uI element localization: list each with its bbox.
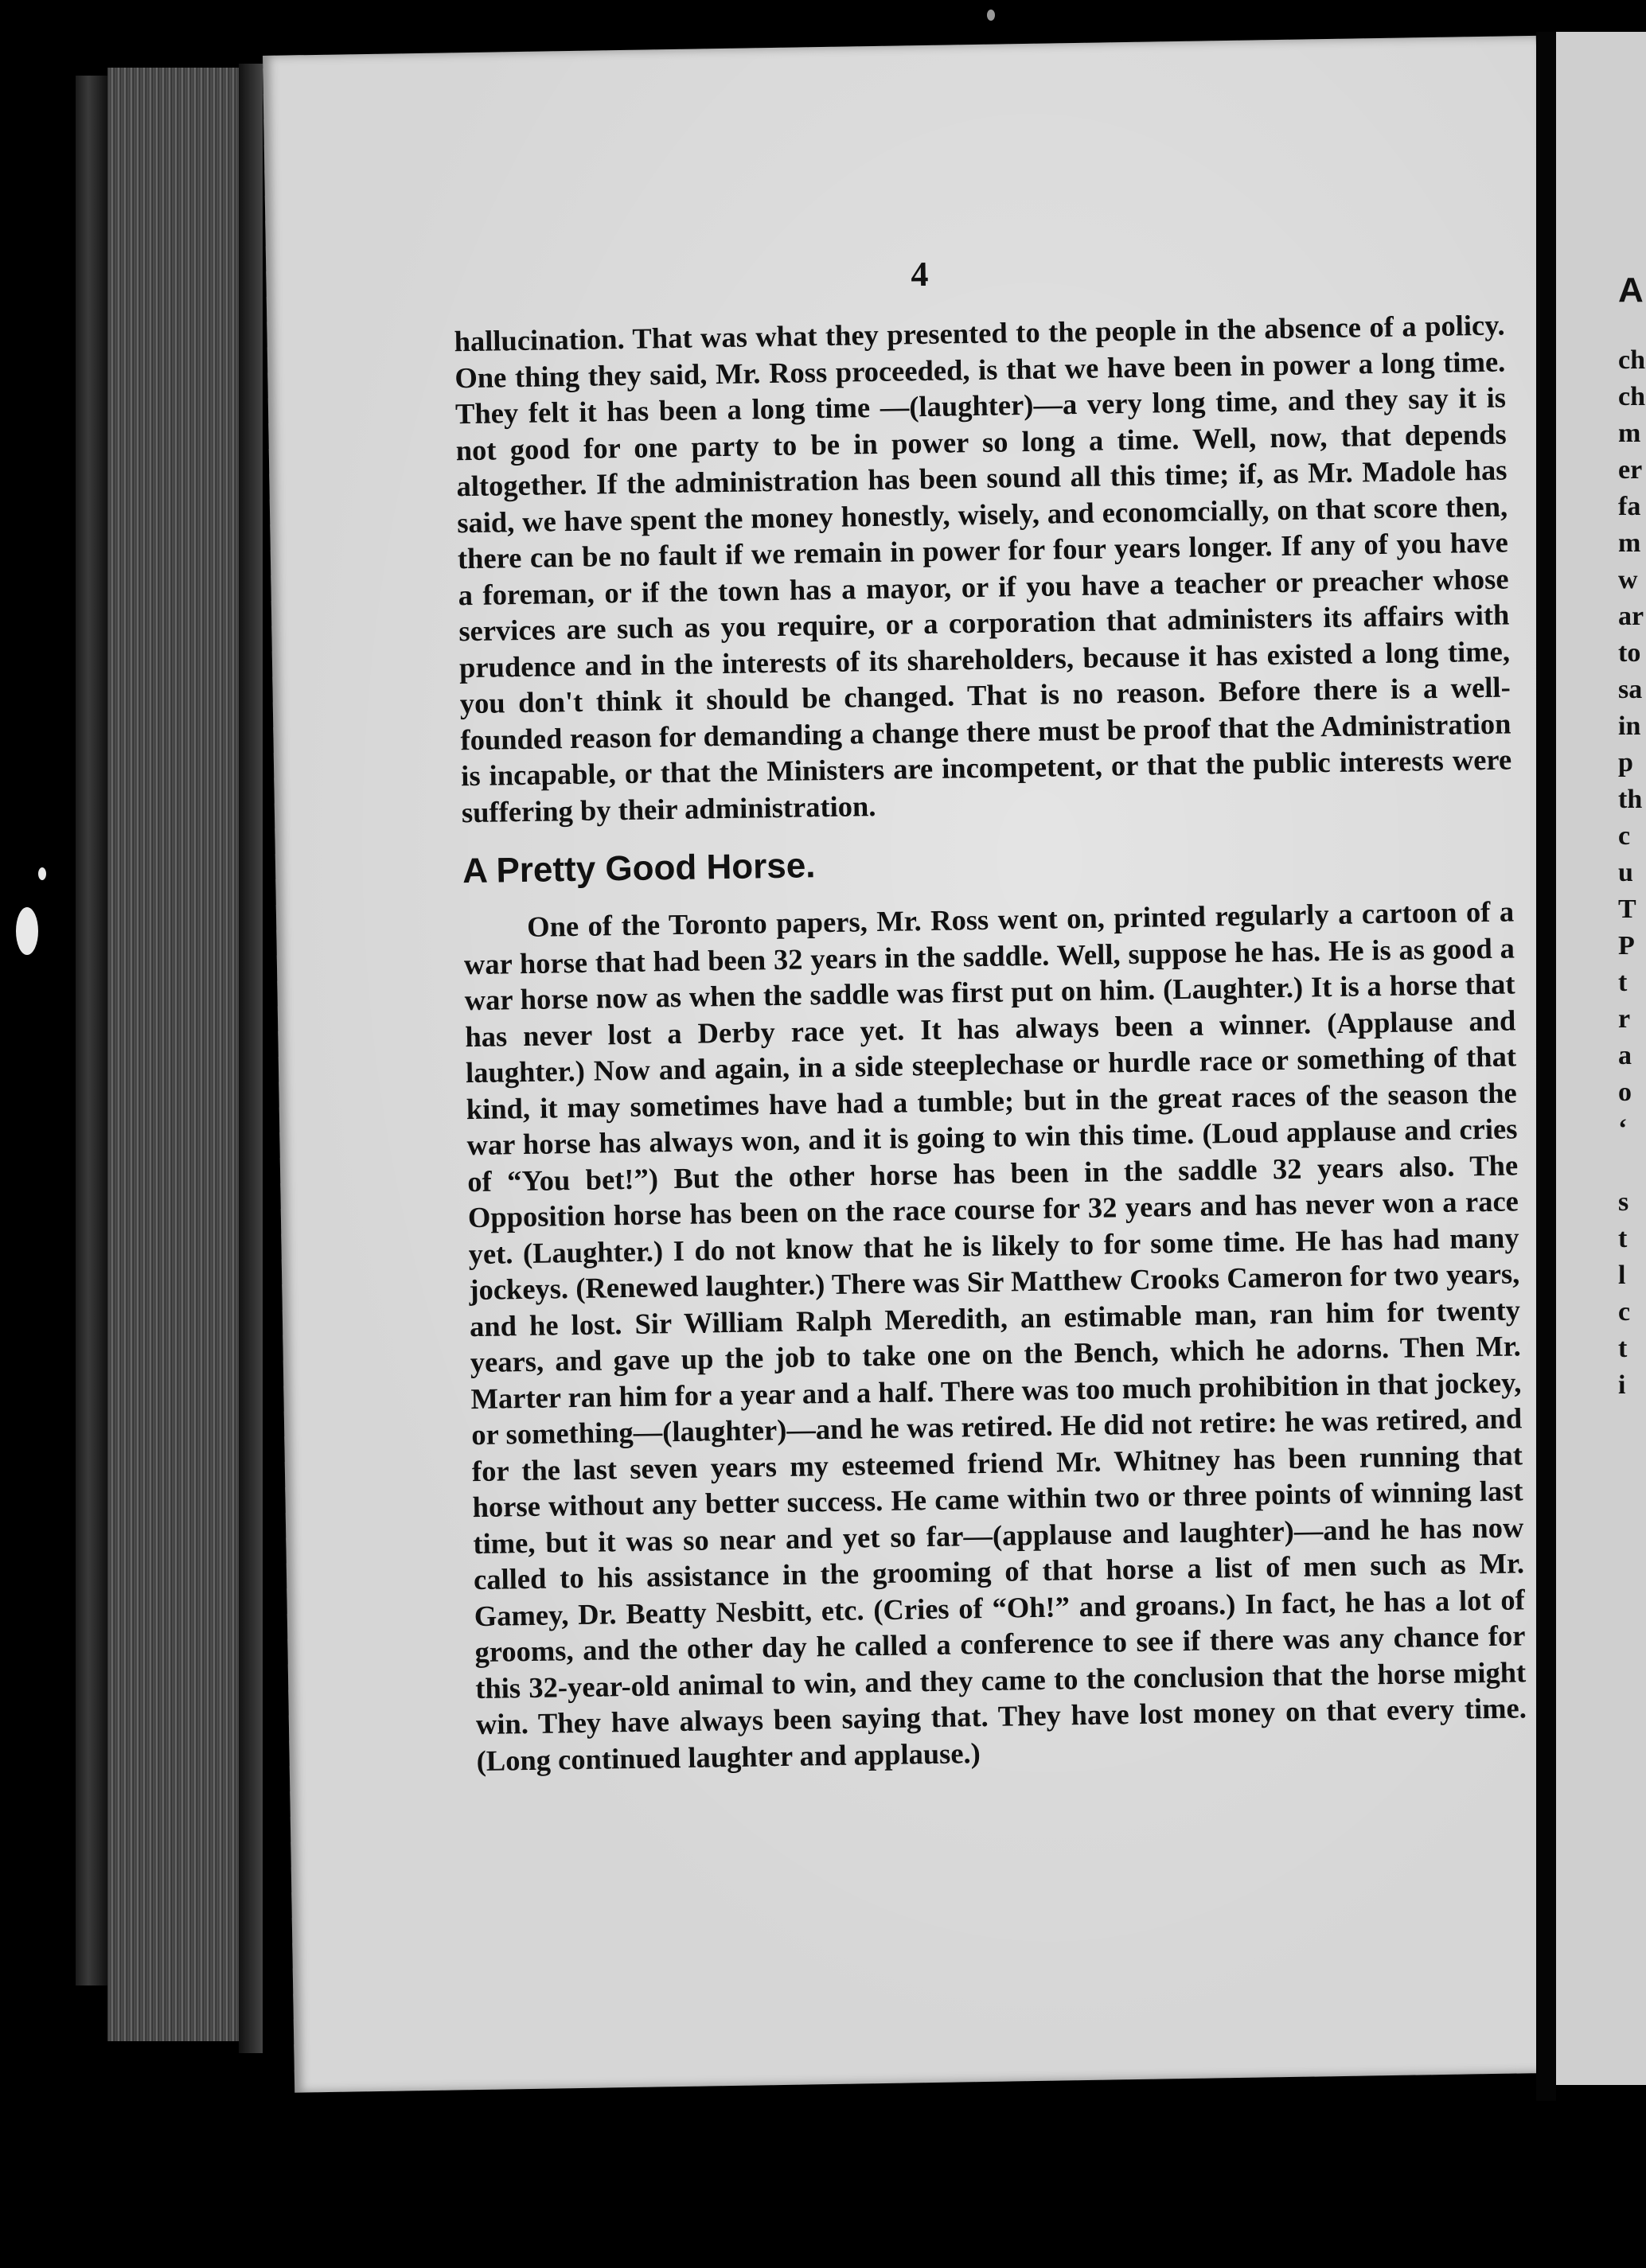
facing-page (1556, 32, 1646, 2085)
facing-page-line: t (1618, 1224, 1628, 1253)
facing-page-line: ch (1618, 345, 1645, 375)
facing-page-line: l (1618, 1261, 1626, 1290)
facing-page-line: m (1618, 528, 1641, 558)
facing-page-line: c (1618, 1297, 1631, 1327)
facing-page-heading: A (1618, 271, 1644, 310)
facing-page-line: T (1618, 894, 1636, 924)
facing-page-line: in (1618, 711, 1641, 741)
facing-page-line: u (1618, 858, 1633, 887)
facing-page-line: c (1618, 821, 1631, 851)
facing-page-line: P (1618, 931, 1635, 961)
scan-speck (38, 867, 46, 880)
page-body (454, 307, 1527, 1779)
facing-page-line: to (1618, 638, 1641, 668)
facing-page-text (1618, 342, 1645, 1404)
facing-page-line: w (1618, 565, 1638, 594)
scan-speck (16, 907, 38, 955)
paragraph-2: One of the Toronto papers, Mr. Ross went on, printed regularly a cartoon of a war horse that had been 32 years in the saddle. Well, suppose he has. He is as good a war horse now as when the saddle was first put on him. (Laughter.) It is a horse that has never lost a Derby race yet. It has always been a winner. (Applause and laughter.) Now and again, in a side steeplechase or hurdle race or something of that kind, it may sometimes have had a tumble; but in the great races of the season the war horse has always won, and it is going to win this time. (Loud applause and cries of “You bet!”) But the other horse has been in the saddle 32 years also. The Opposition horse has been on the race course for 32 years and has never won a race yet. (Laughter.) I do not know that he is likely to for some time. He has had many jockeys. (Renewed laughter.) There was Sir Matthew Crooks Cameron for two years, and he lost. Sir William Ralph Meredith, an estimable man, ran him for twenty years, and gave up the job to take one on the Bench, which he adorns. Then Mr. Marter ran him for a year and a half. There was too much prohibition in that jockey, or something—(laughter)—and he was retired. He did not retire: he was retired, and for the last seven years my esteemed friend Mr. Whitney has been running that horse without any better success. He came within two or three points of winning last time, but it was so near and yet so far—(applause and laughter)—and he has now called to his assistance in the grooming of that horse a list of men such as Mr. Gamey, Dr. Beatty Nesbitt, etc. (Cries of “Oh!” and groans.) In fact, he has a lot of grooms, and the other day he called a conference to see if there was any chance for this 32-year-old animal to win, and they came to the conclusion that the horse might win. They have always been saying that. They have lost money on that every time. (Long continued laughter and applause.) (463, 894, 1527, 1777)
facing-page-line: i (1618, 1370, 1626, 1400)
book-page (263, 36, 1568, 2093)
facing-page-line: p (1618, 748, 1633, 777)
scan-speck (987, 10, 995, 21)
facing-page-line: th (1618, 785, 1643, 814)
facing-page-line: t (1618, 1334, 1628, 1363)
binding-shadow (239, 64, 263, 2053)
facing-page-line: m (1618, 419, 1641, 448)
facing-page-line: o (1618, 1077, 1632, 1107)
facing-page-line: a (1618, 1041, 1632, 1070)
facing-page-line: ch (1618, 382, 1645, 411)
paragraph-1: hallucination. That was what they presented to the people in the absence of a policy. One thing they said, Mr. Ross proceeded, is that we have been in power a long time. They felt it has been a long time —(laughter)—a very long time, and they say it is not good for one party to be in power so long a time. Well, now, that depends altogether. If the administration has been sound all this time; if, as Mr. Madole has said, we have spent the money honestly, wisely, and economcially, on that score then, there can be no fault if we remain in power for four years longer. If any of you have a foreman, or if the town has a mayor, or if you have a teacher or preacher whose services are such as you require, or a corporation that administers its affairs with prudence and in the interests of its shareholders, because it has existed a long time, you don't think it should be changed. That is no reason. Before there is a well-founded reason for demanding a change there must be proof that the Administration is incapable, or that the Ministers are incompetent, or that the public interests were suffering by their administration. (454, 308, 1512, 828)
facing-page-line (1618, 1148, 1645, 1184)
facing-page-line: ar (1618, 602, 1644, 631)
facing-page-line: fa (1618, 492, 1641, 521)
facing-page-line: er (1618, 455, 1643, 485)
facing-page-line: ‘ (1618, 1114, 1628, 1144)
section-heading: A Pretty Good Horse. (462, 846, 816, 891)
facing-page-line: sa (1618, 675, 1643, 704)
facing-page-line: s (1618, 1187, 1629, 1217)
facing-page-line: t (1618, 968, 1628, 997)
facing-page-line: r (1618, 1004, 1631, 1034)
page-gutter (1536, 32, 1556, 2101)
book-spine (76, 76, 107, 1985)
page-number: 4 (911, 254, 929, 294)
